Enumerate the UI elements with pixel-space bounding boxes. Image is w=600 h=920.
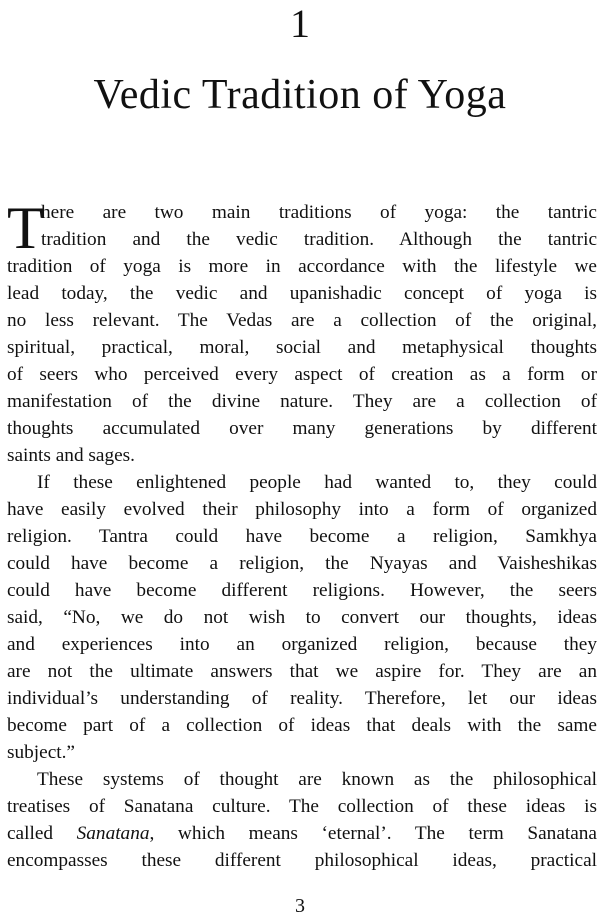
paragraph-2: [7, 469, 597, 766]
text-line: manifestation of the divine nature. They are a collection of: [7, 391, 597, 412]
text-line: treatises of Sanatana culture. The collection of these ideas is: [7, 796, 597, 817]
text-line: religion. Tantra could have become a religion, Samkhya: [7, 526, 597, 547]
text-line: subject.”: [7, 742, 75, 763]
text-line: could have become a religion, the Nyayas and Vaisheshikas: [7, 553, 597, 574]
text-line: individual’s understanding of reality. Therefore, let our ideas: [7, 688, 597, 709]
text-line: encompasses these different philosophical ideas, practical: [7, 850, 597, 871]
text-line: thoughts accumulated over many generations by different: [7, 418, 597, 439]
text-line: of seers who perceived every aspect of creation as a form or: [7, 364, 597, 385]
text-line: These systems of thought are known as the philosophical: [37, 769, 597, 790]
text-line: here are two main traditions of yoga: the tantric: [41, 202, 597, 223]
text-line: tradition of yoga is more in accordance with the lifestyle we: [7, 256, 597, 277]
text-segment: , which means ‘eternal’. The term Sanatana: [149, 823, 597, 844]
text-line: tradition and the vedic tradition. Although the tantric: [41, 229, 597, 250]
text-line: saints and sages.: [7, 445, 135, 466]
chapter-number: 1: [290, 1, 310, 46]
text-line: and experiences into an organized religion, because they: [7, 634, 597, 655]
paragraph-1: [7, 195, 597, 469]
body-text: [7, 195, 597, 874]
text-line: said, “No, we do not wish to convert our thoughts, ideas: [7, 607, 597, 628]
drop-cap: T: [7, 195, 44, 261]
text-line: spiritual, practical, moral, social and metaphysical thoughts: [7, 337, 597, 358]
text-line: If these enlightened people had wanted to, they could: [37, 472, 597, 493]
paragraph-3: [7, 766, 597, 874]
text-segment: called: [7, 823, 77, 844]
text-line: lead today, the vedic and upanishadic concept of yoga is: [7, 283, 597, 304]
text-line: [7, 820, 597, 847]
chapter-title: Vedic Tradition of Yoga: [93, 72, 507, 118]
text-line: have easily evolved their philosophy into a form of organized: [7, 499, 597, 520]
text-line: no less relevant. The Vedas are a collection of the original,: [7, 310, 597, 331]
text-line: could have become different religions. However, the seers: [7, 580, 597, 601]
text-line: are not the ultimate answers that we aspire for. They are an: [7, 661, 597, 682]
page-number: 3: [295, 895, 305, 917]
text-line: become part of a collection of ideas that deals with the same: [7, 715, 597, 736]
italic-term: Sanatana: [76, 823, 150, 844]
